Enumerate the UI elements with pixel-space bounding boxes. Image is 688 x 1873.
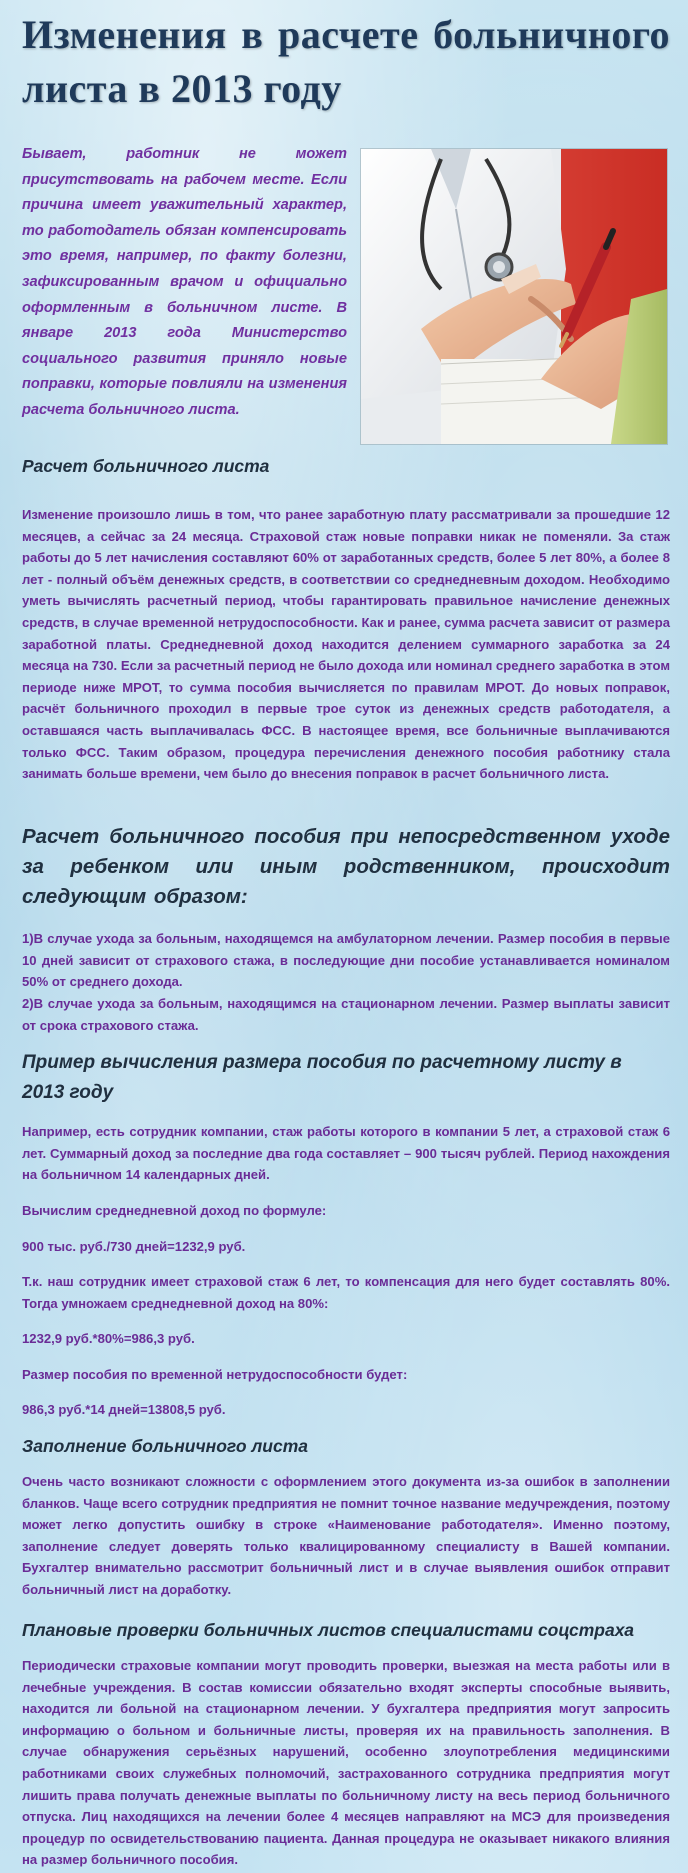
example-formula-3: 986,3 руб.*14 дней=13808,5 руб. [22, 1402, 226, 1417]
section-heading-calculation: Расчет больничного листа [22, 456, 270, 476]
section-heading-checks: Плановые проверки больничных листов специалистами соцстраха [22, 1620, 634, 1640]
example-paragraph-1: Например, есть сотрудник компании, стаж работы которого в компании 5 лет, а страховой стаж 6 лет. Суммарный доход за последние два года составляет – 900 тысяч рублей. Период нахождения на больничном 14 календарных дней. [22, 1124, 670, 1183]
example-paragraph-2: Вычислим среднедневной доход по формуле: [22, 1203, 327, 1218]
care-item-1: 1)В случае ухода за больным, находящемся на амбулаторном лечении. Размер пособия в первые 10 дней зависит от страхового стажа, в последующие дни пособие устанавливается номиналом 50% от среднего дохода. [22, 931, 670, 990]
doctor-patient-photo [360, 148, 668, 445]
section-heading-care: Расчет больничного пособия при непосредственном уходе за ребенком или иным родственником, происходит следующим образом: [22, 825, 670, 908]
example-formula-1: 900 тыс. руб./730 дней=1232,9 руб. [22, 1239, 246, 1254]
example-formula-2: 1232,9 руб.*80%=986,3 руб. [22, 1331, 195, 1346]
example-paragraph-3: Т.к. наш сотрудник имеет страховой стаж 6 лет, то компенсация для него будет составлять 80%. Тогда умножаем среднедневной доход на 80%: [22, 1274, 670, 1311]
section-body-calculation: Изменение произошло лишь в том, что ранее заработную плату рассматривали за прошедшие 12 месяцев, а сейчас за 24 месяца. Страховой стаж новые поправки никак не поменяли. За стаж работы до 5 лет начисления составляют 60% от заработанных средств, более 5 лет 80%, а более 8 лет - полный объём денежных средств, в соответствии со среднедневным доходом. Необходимо уметь вычислять расчетный период, чтобы гарантировать правильное начисление денежных средств, в случае временной нетрудоспособности. Как и ранее, сумма расчета зависит от размера заработной платы. Среднедневной доход находится делением суммарного заработка за 24 месяца на 730. Если за расчетный период не было дохода или номинал среднего заработка в этом периоде ниже МРОТ, то сумма пособия вычисляется по правилам МРОТ. До новых поправок, расчёт больничного проходил в первые трое суток из денежных средств работодателя, а оставшаяся часть выплачивалась ФСС. В настоящее время, все больничные выплачиваются только ФСС. Таким образом, процедура перечисления денежного пособия работнику стала занимать больше времени, чем было до внесения поправок в расчет больничного листа. [22, 507, 670, 782]
page-title: Изменения в расчете больничного листа в 2013 году [22, 12, 670, 111]
intro-paragraph: Бывает, работник не может присутствовать на рабочем месте. Если причина имеет уважительный характер, то работодатель обязан компенсировать это время, например, по факту болезни, зафиксированным врачом и официально оформленным в больничном листе. В январе 2013 года Министерство социального развития приняло новые поправки, которые повлияли на изменения расчета больничного листа. [22, 146, 347, 418]
section-heading-filling: Заполнение больничного листа [22, 1436, 308, 1456]
section-body-checks: Периодически страховые компании могут проводить проверки, выезжая на места работы или в лечебные учреждения. В состав комиссии обязательно входят эксперты способные выявить, находится ли больной на стационарном лечении. У бухгалтера предприятия могут запросить информацию о больном и больничные листы, проверяя их на правильность заполнения. В случае обнаружения серьёзных нарушений, особенно злоупотребления медицинскими работниками своих служебных полномочий, застрахованного сотрудника предприятия могут лишить права получать денежные выплаты по больничному листу на весь период больничного отпуска. Лиц находящихся на лечении более 4 месяцев направляют на МСЭ для произведения процедур по освидетельствованию пациента. Данная процедура не оказывает никакого влияния на размер больничного пособия. [22, 1658, 670, 1868]
example-paragraph-4: Размер пособия по временной нетрудоспособности будет: [22, 1367, 408, 1382]
section-heading-example: Пример вычисления размера пособия по расчетному листу в 2013 году [22, 1052, 622, 1103]
care-item-2: 2)В случае ухода за больным, находящимся на стационарном лечении. Размер выплаты зависит от срока страхового стажа. [22, 996, 670, 1033]
section-body-filling: Очень часто возникают сложности с оформлением этого документа из-за ошибок в заполнении бланков. Чаще всего сотрудник предприятия не помнит точное название медучреждения, поэтому может легко допустить ошибку в строке «Наименование работодателя». Именно поэтому, заполнение следует доверять только квалицированному специалисту в Вашей компании. Бухгалтер внимательно рассмотрит больничный лист и в случае выявления ошибок отправит больничный лист на доработку. [22, 1474, 670, 1597]
